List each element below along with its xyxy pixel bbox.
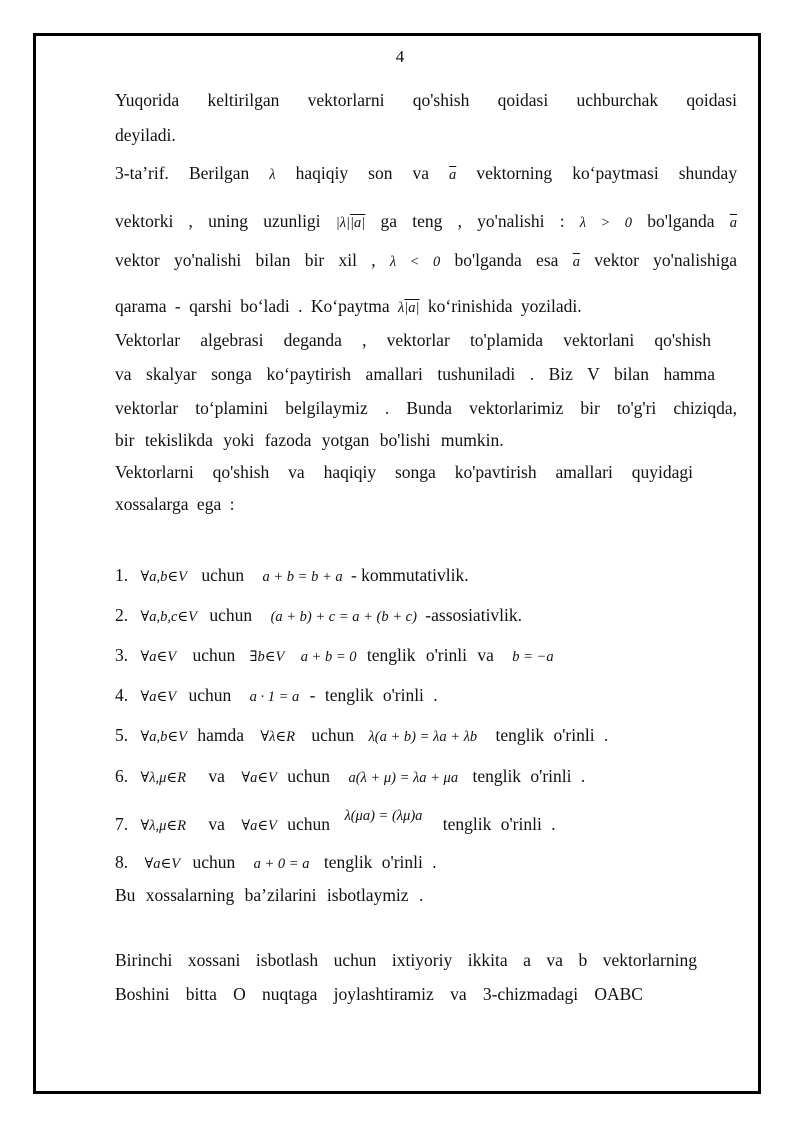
text: uchun [201,565,245,585]
quantifier: ∀a∈V [140,689,177,705]
text: tenglik o'rinli . [472,766,586,786]
property-item-2 [115,605,737,626]
item-number: 5. [115,725,129,745]
text-line: Boshini bitta O nuqtaga joylashtiramiz va 3-chizmadagi OABC [115,984,643,1004]
text: uchun [192,645,236,665]
item-number: 8. [115,852,129,872]
abs-lambda: |λ| [335,215,351,231]
text-line: bir tekislikda yoki fazoda yotgan bo'lishi mumkin. [115,430,504,450]
quantifier: ∀λ∈R [260,729,295,745]
formula-lambda-positive: λ > 0 [579,215,633,231]
formula-product [398,300,420,316]
page-number: 4 [395,47,405,66]
vector-a: $\overline{a}$ [449,167,457,183]
definition-line [115,250,737,271]
text: vektorki , uning uzunligi [115,211,321,231]
text: tenglik o'rinli . [495,725,609,745]
item-number: 2. [115,605,129,625]
text: haqiqiy son va [295,163,429,183]
quantifier: ∀λ,μ∈R [140,770,187,786]
quantifier: ∀a∈V [144,856,181,872]
text-line: vektorlar to‘plamini belgilaymiz . Bunda vektorlarimiz bir to'g'ri chiziqda, [115,398,737,418]
quantifier: ∀a,b,c∈V [140,609,198,625]
property-item-6 [115,766,737,787]
text: bo'lganda [647,211,715,231]
text: va [208,766,225,786]
lambda-symbol: λ [269,167,276,183]
property-item-5 [115,725,737,746]
text: ga teng , yo'nalishi : [380,211,565,231]
vector-a: $\overline{a}$ [729,215,738,231]
text: vektor yo'nalishi bilan bir xil , [115,250,376,270]
text: 3-ta’rif. Berilgan [115,163,250,183]
property-item-3 [115,645,737,666]
text: ko‘rinishida yoziladi. [427,296,582,316]
text: va [208,814,225,834]
property-item-4 [115,685,737,706]
formula: b = −a [512,649,554,665]
formula: a + b = 0 [300,649,357,665]
text: tenglik o'rinli . [442,814,556,834]
text-line: va skalyar songa ko‘paytirish amallari tushuniladi . Biz V bilan hamma [115,364,715,384]
text: uchun [209,605,253,625]
item-number: 1. [115,565,129,585]
text-line: Yuqorida keltirilgan vektorlarni qo'shish qoidasi uchburchak qoidasi [115,90,737,110]
quantifier: ∀a∈V [140,649,177,665]
text-line: xossalarga ega : [115,494,235,514]
text: -assosiativlik. [425,605,523,625]
text: vektorning ko‘paytmasi shunday [476,163,738,183]
item-number: 3. [115,645,129,665]
text-line: deyiladi. [115,125,176,145]
quantifier: ∀λ,μ∈R [140,818,187,834]
definition-line [115,211,737,232]
property-item-7 [115,808,737,835]
formula: a · 1 = a [249,689,300,705]
text: uchun [188,685,232,705]
text: uchun [287,766,331,786]
property-item-1 [115,565,737,586]
quantifier: ∀a∈V [241,818,277,834]
item-number: 4. [115,685,129,705]
quantifier-exists: ∃b∈V [249,649,285,665]
text-line: Vektorlar algebrasi deganda , vektorlar to'plamida vektorlani qo'shish [115,330,711,350]
text: uchun [287,814,331,834]
item-number: 6. [115,766,129,786]
vector-a: $\overline{a}$ [572,254,580,270]
text-line: Birinchi xossani isbotlash uchun ixtiyoriy ikkita a va b vektorlarning [115,950,697,970]
formula: λ(a + b) = λa + λb [368,729,478,745]
text: uchun [192,852,236,872]
text: tenglik o'rinli va [366,645,494,665]
quantifier: ∀a,b∈V [140,569,187,585]
page-border [33,33,761,1094]
abs-vector-a: |a| [350,215,366,231]
text: uchun [311,725,355,745]
abs-vector-a: |a| [404,300,420,316]
formula-lambda-negative: λ < 0 [389,254,441,270]
text: bo'lganda esa [454,250,559,270]
quantifier: ∀a∈V [241,770,277,786]
property-item-8 [115,852,737,873]
quantifier: ∀a,b∈V [140,729,187,745]
text: tenglik o'rinli . [323,852,437,872]
text: - kommutativlik. [350,565,469,585]
formula: a(λ + μ) = λa + μa [348,770,459,786]
text: vektor yo'nalishiga [594,250,738,270]
formula: λ(μa) = (λμ)a [344,808,423,824]
definition-line [115,163,737,184]
lambda-symbol: λ [398,300,405,316]
text-line: Bu xossalarning ba’zilarini isbotlaymiz . [115,885,424,905]
definition-line [115,296,737,317]
text: - tenglik o'rinli . [309,685,438,705]
formula: a + 0 = a [253,856,310,872]
text: hamda [197,725,244,745]
text: qarama - qarshi bo‘ladi . Ko‘paytma [115,296,390,316]
item-number: 7. [115,814,129,834]
text-line: Vektorlarni qo'shish va haqiqiy songa ko'pavtirish amallari quyidagi [115,462,693,482]
formula-abs-product [336,215,366,231]
formula: a + b = b + a [262,569,343,585]
formula: (a + b) + c = a + (b + c) [270,609,417,625]
